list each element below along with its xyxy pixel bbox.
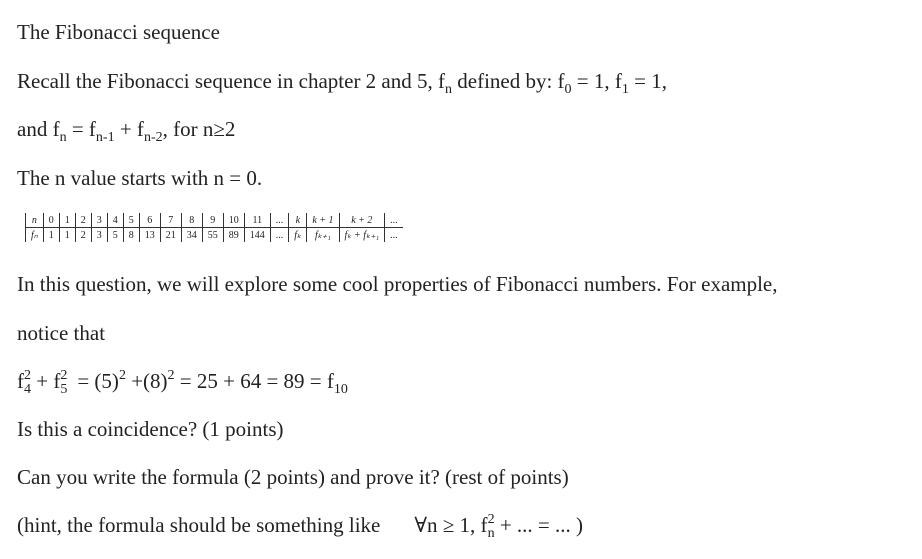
table-cell: 4 [107,213,123,228]
explore-line-1: In this question, we will explore some cool properties of Fibonacci numbers. For example, [17,272,778,296]
table-cell: 0 [43,213,59,228]
example-sup-2a: 2 [24,368,31,383]
table-cell: 1 [43,228,59,243]
table-cell: 2 [75,213,91,228]
table-cell: 3 [91,213,107,228]
table-cell: ... [385,228,403,243]
hint-sup-2: 2 [487,512,495,527]
hint-text-a: (hint, the formula should be something like [17,513,381,537]
recurrence-text-a: and f [17,117,60,141]
example-eq-b: = 25 + 64 = 89 = f [174,369,334,393]
table-cell: ... [385,213,403,228]
table-cell: 144 [244,228,270,243]
table-cell: k [289,213,307,228]
example-sub-10: 10 [333,382,348,397]
table-cell: 11 [244,213,270,228]
table-cell: 1 [59,228,75,243]
recall-line [17,69,667,97]
recurrence-text-d: , for n≥2 [162,117,236,141]
table-cell: ... [270,228,289,243]
example-plus-b: +(8) [125,369,168,393]
table-cell: 8 [123,228,139,243]
example-sub-5: 5 [60,382,68,397]
table-row-f [26,228,403,243]
example-f4: f [17,369,24,393]
example-plus: + f [31,369,61,393]
recurrence-text-c: + f [114,117,144,141]
table-cell: fₖ [289,228,307,243]
hint-sub-n: n [487,526,495,541]
table-cell: 5 [107,228,123,243]
table-cell: 55 [202,228,223,243]
table-cell: 2 [75,228,91,243]
hint-text-c: + ... = ... ) [494,513,583,537]
table-cell: 13 [139,228,160,243]
recurrence-line [17,117,236,145]
table-cell: 5 [123,213,139,228]
table-cell: fₖ₊₁ [307,228,339,243]
question-1: Is this a coincidence? (1 points) [17,417,284,441]
example-sub-4: 4 [24,382,31,397]
explore-line-2: notice that [17,321,106,345]
table-cell: fₙ [26,228,44,243]
table-cell: 1 [59,213,75,228]
table-cell: 7 [160,213,181,228]
table-cell: fₖ + fₖ₊₁ [339,228,385,243]
table-cell: 34 [181,228,202,243]
example-sup-2b: 2 [60,368,68,383]
recurrence-sub-n1: n-1 [95,130,115,145]
table-cell: 8 [181,213,202,228]
table-cell: 6 [139,213,160,228]
start-line: The n value starts with n = 0. [17,166,263,190]
example-sup-2d: 2 [167,368,175,383]
recall-sub-1: 1 [621,82,629,97]
hint-line [17,512,583,541]
recall-sub-0: 0 [564,82,572,97]
table-cell: 21 [160,228,181,243]
table-cell: 10 [223,213,244,228]
recall-text-c: = 1, f [571,69,622,93]
table-cell: n [26,213,44,228]
fibonacci-table [25,213,403,242]
table-cell: 3 [91,228,107,243]
table-cell: k + 2 [339,213,385,228]
recall-sub-n: n [445,82,452,97]
example-eq-a: = (5) [77,369,119,393]
recall-text-d: = 1, [628,69,667,93]
table-cell: ... [270,213,289,228]
table-cell: k + 1 [307,213,339,228]
recall-text-a: Recall the Fibonacci sequence in chapter 2 and 5, f [17,69,445,93]
example-sup-2c: 2 [118,368,126,383]
table-row-n [26,213,403,228]
hint-text-b: ∀n ≥ 1, f [414,513,488,537]
recall-text-b: defined by: f [452,69,565,93]
example-equation [17,368,348,397]
question-2: Can you write the formula (2 points) and prove it? (rest of points) [17,465,569,489]
page-title: The Fibonacci sequence [17,20,220,44]
table-cell: 9 [202,213,223,228]
recurrence-sub-n: n [59,130,67,145]
recurrence-text-b: = f [66,117,96,141]
table-cell: 89 [223,228,244,243]
recurrence-sub-n2: n-2 [143,130,163,145]
